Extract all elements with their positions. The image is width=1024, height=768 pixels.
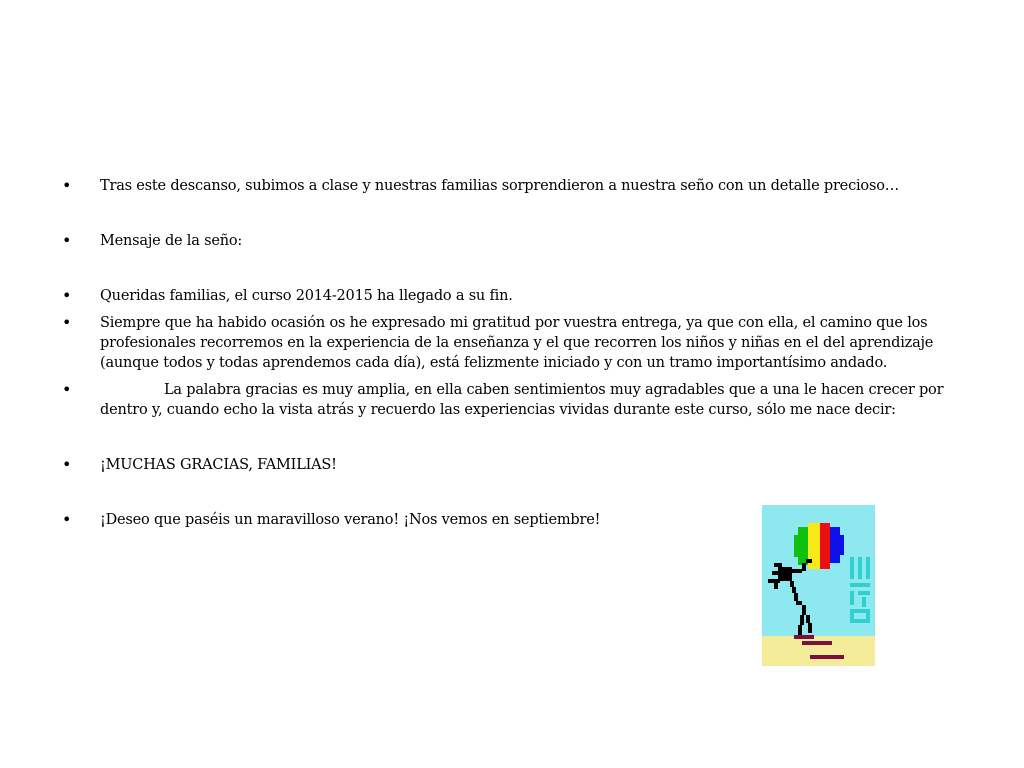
bullet-list: [62, 176, 962, 530]
bullet-item: [62, 313, 962, 373]
bullet-text: Mensaje de la seño:: [100, 233, 243, 249]
bullet-dot-icon: •: [62, 313, 72, 332]
bullet-dot-icon: •: [62, 380, 72, 399]
beach-ball: [794, 523, 844, 569]
bullet-dot-icon: •: [62, 231, 72, 250]
bullet-dot-icon: •: [62, 455, 72, 474]
beach-ball-figure-icon: [762, 505, 875, 666]
bullet-item: [62, 380, 962, 420]
bullet-dot-icon: •: [62, 510, 72, 529]
bullet-item: [62, 286, 962, 306]
bullet-text: Siempre que ha habido ocasión os he expresado mi gratitud por vuestra entrega, ya que con ella, el camino que los profesionales recorremos en la experiencia de la enseñanza y el que recorren los niños y niñas en el del aprendizaje (aunque todos y todas aprendemos cada día), está felizmente iniciado y con un tramo importantísimo andado.: [100, 315, 934, 371]
bullet-text: ¡MUCHAS GRACIAS, FAMILIAS!: [100, 457, 337, 473]
bullet-item: [62, 231, 962, 251]
bullet-dot-icon: •: [62, 176, 72, 195]
bullet-text: Queridas familias, el curso 2014-2015 ha llegado a su fin.: [100, 288, 513, 304]
bullet-dot-icon: •: [62, 286, 72, 305]
bullet-text: Tras este descanso, subimos a clase y nuestras familias sorprendieron a nuestra seño con un detalle precioso…: [100, 178, 900, 194]
bullet-text: ¡Deseo que paséis un maravilloso verano! ¡Nos vemos en septiembre!: [100, 512, 601, 528]
bullet-item: [62, 455, 962, 475]
bullet-text: La palabra gracias es muy amplia, en ella caben sentimientos muy agradables que a una le hacen crecer por dentro y, cuando echo la vista atrás y recuerdo las experiencias vividas durante este curso, sólo me nace decir:: [100, 382, 944, 418]
bullet-item: [62, 176, 962, 196]
